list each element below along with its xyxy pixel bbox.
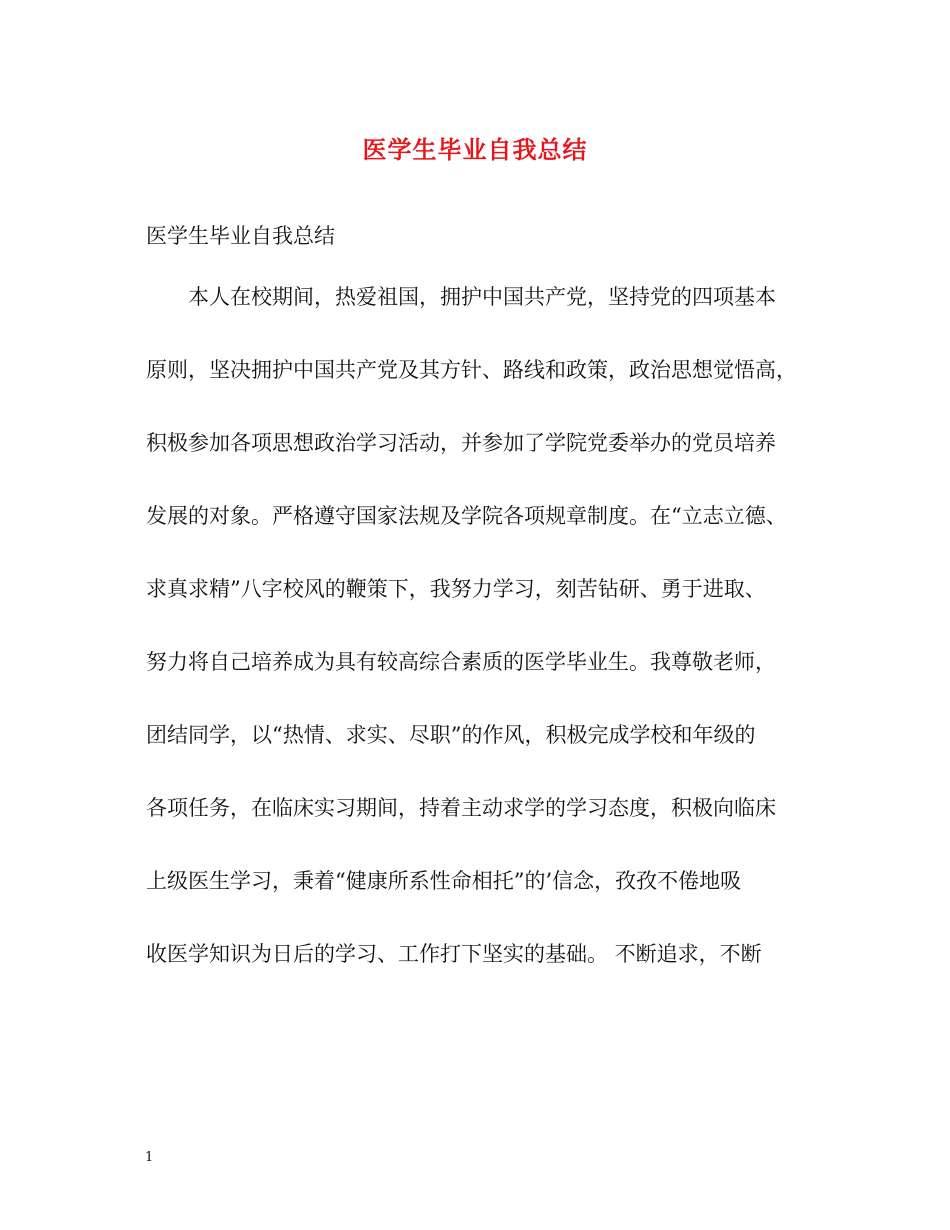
- body-line: 发展的对象。严格遵守国家法规及学院各项规章制度。在“立志立德、: [146, 504, 787, 528]
- body-text: [146, 282, 826, 1012]
- body-line: 收医学知识为日后的学习、工作打下坚实的基础。 不断追求，不断: [146, 942, 762, 966]
- body-line: 团结同学，以“热情、求实、尽职”的作风，积极完成学校和年级的: [146, 723, 756, 747]
- document-title: 医学生毕业自我总结: [362, 135, 588, 164]
- body-line: 各项任务，在临床实习期间，持着主动求学的学习态度，积极向临床: [146, 796, 776, 820]
- body-line: 求真求精”八字校风的鞭策下，我努力学习，刻苦钻研、勇于进取、: [146, 577, 766, 601]
- body-line: 本人在校期间，热爱祖国，拥护中国共产党，坚持党的四项基本: [188, 285, 776, 309]
- document-subtitle: 医学生毕业自我总结: [146, 224, 335, 248]
- body-line: 原则，坚决拥护中国共产党及其方针、路线和政策，政治思想觉悟高，: [146, 358, 797, 382]
- body-line: 积极参加各项思想政治学习活动，并参加了学院党委举办的党员培养: [146, 431, 776, 455]
- page-number: 1: [145, 1150, 154, 1165]
- body-line: 努力将自己培养成为具有较高综合素质的医学毕业生。我尊敬老师，: [146, 650, 776, 674]
- body-line: 上级医生学习，秉着“健康所系性命相托”的’信念，孜孜不倦地吸: [146, 869, 742, 893]
